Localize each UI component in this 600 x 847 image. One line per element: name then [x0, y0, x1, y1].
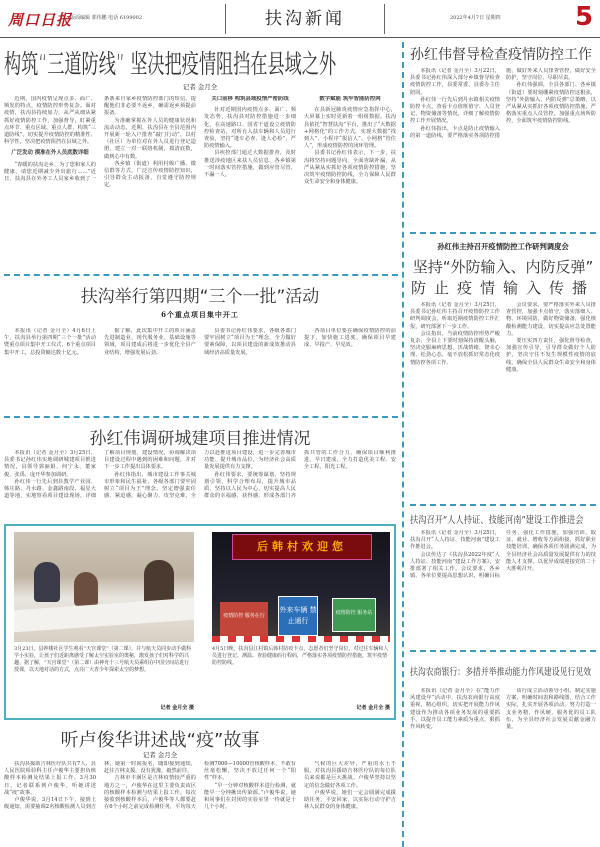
divider — [4, 416, 398, 418]
welcome-led-sign: 后韩村欢迎您 — [232, 534, 372, 560]
right2-title-line1: 坚持“外防输入、内防反弹” — [412, 258, 594, 276]
divider — [4, 274, 398, 276]
paragraph: 孙红伟一行先后到丹水镇相关疫情防控卡点，查看卡点值班值守、人员登记、物资储备等情况，详细了解疫情防控工作开展情况。 — [410, 96, 500, 125]
paragraph: 县委书记孙红伟要求，各级各部门要牢固树立“项目为王”理念，全力做好要素保障，以项目建设的新成效推动县域经济高质量发展。 — [204, 328, 296, 356]
right1-title: 孙红伟督导检查疫情防控工作 — [410, 47, 592, 63]
paragraph: 针对近期国内疫情点多、面广、频发态势，扶沟县对防控措施进一步细化，在高速路口、国省干道设立疫情防控检查站，对所有入扶车辆和人员进行查验，坚持“逢车必查、逢人必检”，严防疫情输入。 — [204, 107, 296, 150]
column-divider — [402, 42, 404, 847]
paragraph: 本报讯（记者 金月全）3月25日，县委书记孙红伟主持召开疫情防控工作研判调度会，听取近期疫情防控工作汇报，研究部署下一步工作。 — [410, 302, 500, 330]
article4-title: 听卢俊华讲述战“疫”故事 — [60, 730, 260, 751]
paragraph: 孙红伟一行先后到县教学产业园、韩庄路、丹水路、金鑫路南段、福星大道等地，实地察看项目建设现场，详细了解项目规划、建设情况，协调解决项目建设过程中遇到的困难和问题，并对下一步工作提出具体要求。 — [4, 450, 196, 500]
paragraph: 会议传达了《扶沟县2022年度“人人持证、技能河南”建设工作方案》，安排部署了相关工作。会议要求，各乡镇、各单位要提高思想认识，明确目标任务，强化工作措施，加强培训、取证、就业、增收等方面衔接，抓好职业技能培训，确保各项任务圆满完成，为全县经济社会高质量发展提供有力的技能人才支撑，以优异成绩迎接党的二十大胜利召开。 — [410, 530, 596, 580]
right3-title: 扶沟召开“人人持证、技能河南”建设工作推进会 — [410, 515, 584, 526]
page-number: 5 — [575, 2, 594, 32]
left-photo-credit: 记者 金月全 摄 — [160, 705, 194, 711]
paragraph: 卢俊华说，3月14日下午，接到上级通知，需要抽调2名核酸检测人员到吉林，她第一时间报名，随即接到通知，赶往吉林支援，没有犹豫，毅然前往。 — [4, 761, 196, 811]
article1-body — [4, 96, 396, 268]
article3-body — [4, 450, 396, 518]
paragraph: 本报讯（记者 金月全）3月25日，县委书记孙红伟实地调研城建项目推进情况，县领导郭丽娟、何宁永、董家俊、张禹、庞开华参加调研。 — [4, 450, 96, 478]
paragraph: 气候的巨大差异，严重的水土不服，对扶沟县援助吉林医疗队的每位队员来说都是巨大挑战。卢俊华坚持以坚定的信念做好各项工作。 — [304, 761, 396, 789]
paragraph: 会议要求，要严格落实外来人员排查管控，加强卡点值守，落实落细人、物、环境同防，做好物资储备，强化核酸检测能力建设，切实提高应急处置能力。 — [506, 302, 596, 337]
right2-kicker: 孙红伟主持召开疫情防控工作研判调度会 — [437, 242, 569, 251]
subheading: 数字赋能 筑牢智能防控网 — [319, 96, 381, 102]
paragraph: 卢俊华说，她们一定会圆满完成援助任务，平安回家，以实际行动守护吉林人民群众的身体健康。 — [304, 789, 396, 811]
editor-info: 版面编辑 郭伟鹏 电话 6199002 — [70, 15, 143, 21]
paragraph: 据了解，此次集中开工的项目涵盖先进制造业、现代服务业、基础设施等领域，项目建成后将进一步优化全县产业结构，增强发展后劲。 — [104, 328, 196, 356]
section-title: 扶沟新闻 — [225, 4, 385, 34]
article1-byline: 记者 金月全 — [182, 83, 218, 91]
divider — [410, 232, 596, 234]
sign-board: 疫情防控 服务在行 — [220, 602, 268, 638]
classroom-photo — [14, 532, 194, 642]
article4-byline: 记者 金月全 — [142, 751, 178, 759]
subheading: 广泛发动 摸准在外人员底数详细 — [11, 150, 89, 157]
right2-title-line2: 防止疫情输入传播 — [410, 279, 595, 297]
article2-title: 扶沟举行第四期“三个一批”活动 — [80, 287, 320, 307]
paragraph: 孙红伟要求，要统筹谋划，坚持规划引领，科学合理布局，提升城市品质，坚持以人民为中心，切实提高人民群众的幸福感、获得感，形成各部门齐抓共管的工作合力，确保项目顺利推进、早日建成，全力打造优美工程、安全工程、阳光工程。 — [204, 450, 396, 500]
issue-date: 2022年4月7日 星期四 — [450, 15, 501, 21]
right3-body — [410, 530, 596, 640]
divider — [410, 504, 596, 506]
right-photo-credit: 记者 金月全 摄 — [356, 705, 390, 711]
service-station-sign: 疫情防控 服务站 — [332, 598, 376, 632]
paragraph: 扶沟县援助吉林医疗队共有7人，县人民医院检验科主任卢俊华主要担负核酸样本检测及结果上报工作。3月30日，记者联系到卢俊华，听她讲述战“疫”故事。 — [4, 761, 96, 796]
right2-body — [410, 302, 596, 498]
paragraph: “春暖的扶沟走乡，为了您和家人的健康，请您近期减少外出旅行……”近日，扶沟县在外务工人员家乡收到了一条条来自家乡疫情防控部门的短信。提醒他们非必要不返乡，确需返乡须提前报备。 — [4, 96, 196, 183]
photo-box — [4, 524, 396, 720]
paragraph: 会议指出，当前疫情防控形势严峻复杂，全县上下要时刻保持清醒头脑，坚决克服麻痹思想、厌战情绪、侥幸心理、松劲心态，毫不放松抓好常态化疫情防控各项工作。 — [410, 330, 500, 366]
paragraph: “早一分钟对核酸样本进行检测，就能早一分钟揪出传染源。”卢俊华说，她和同事们在封闭的实验室里一待就是十几个小时。 — [204, 782, 296, 811]
paragraph: 近期，国内疫情呈现点多、面广、频发的特点，疫情防控形势复杂。面对疫情，扶沟县持续加力，从严从细从紧抓好疫情防控工作，加强督导，盯紧重点环节、重点区域、重点人群，构筑“三道防线”，切实提升疫情防控的精准性、科学性，坚决把疫情阻挡在县域之外。 — [4, 96, 96, 146]
left-photo-caption: 3月23日，县钟楼社区学生观看“天宫课堂”（第二课），并与航天员同步动手做科学小实验，让孩子们近距离感受了解太空实验室的奥秘，激发孩子们对科学的兴趣。据了解，“天宫课堂”（第二课）由神舟十三号航天员乘组在中国空间站进行授课，以天地对话的方式，点亮广大青少年探索太空的梦想。 — [14, 646, 192, 673]
masthead — [0, 0, 600, 38]
divider — [410, 650, 596, 652]
paragraph: 县委书记孙红伟表示，下一步，扶沟将坚持问题导向，全面查缺补漏，从严从紧从实抓好各项疫情防控措施，坚决筑牢疫情防控防线，全力保障人民群众生命安全和身体健康。 — [304, 150, 396, 186]
no-entry-sign: 外来车辆 禁止通行 — [278, 596, 318, 636]
right-photo-caption: 4月5日晚，扶沟县江村镇后韩村防疫卡点，志愿者们坚守岗位，对过往车辆和人员进行登记、测温、查验健康码行程码，严格落实各项疫情防控措施，筑牢疫情防控防线。 — [212, 646, 389, 666]
paragraph: 孙红伟指出，城市建设工作事关城市形象和民生福祉，各级各部门要牢固树立“项目为王”理念，坚定增强责任感、紧迫感，凝心聚力、攻坚克难，全力以赴推进项目建设，进一步完善城市功能、提升城市品位，为经济社会高质量发展提供有力支撑。 — [104, 450, 296, 500]
paragraph: 该行成立活动领导小组，制定实施方案，明确时间表和路线图，结合工作实际，扎实开展各项活动，努力打造一支业务精、作风硬、服务优的员工队伍，为全县经济社会发展贡献金融力量。 — [506, 688, 596, 731]
paragraph: 各乡镇（街道）利用村级广播、微信群等方式，广泛宣传疫情防控知识，引导群众主动报备，自觉遵守防控规定。 — [104, 160, 196, 189]
paragraph: 要压实四方责任，强化督导检查，加强宣传引导，引导群众做好个人防护，坚决守住不发生规模性疫情的底线，确保全县人民群众生命安全和身体健康。 — [506, 338, 596, 373]
right1-body — [410, 68, 596, 228]
paragraph: 县疾控部门通过大数据排查，及时推送涉疫地区来扶人员信息，各乡镇第一时间落实管控措施，做到应管尽管，不漏一人。 — [204, 150, 296, 179]
article1-title: 构筑“三道防线” 坚决把疫情阻挡在县域之外 — [4, 50, 337, 80]
newspaper-logo: 周口日报 — [8, 11, 73, 29]
article4-body — [4, 761, 396, 847]
paragraph: 各项目单位要在确保疫情防控的前提下，加快施工进度，确保项目早建成、早投产、早见效。 — [304, 328, 396, 349]
paragraph: 本报讯（记者 金月全）3月22日，县委书记孙红伟深入部分乡镇督导检查疫情防控工作，县委常委、县委办主任陪同。 — [410, 68, 500, 96]
checkpoint-photo — [212, 532, 390, 642]
paragraph: 本报讯（记者 金月全）3月25日，扶沟召开“人人持证、技能河南”建设工作推进会。 — [410, 530, 500, 551]
paragraph: 为准确掌握在外人员的健康状况和流动动态，近期，扶沟县在全县范围内开展新一轮入户排查“敲门行动”，以村（社区）为单位对在外人员进行登记造册，建立一对一联络机制，摸清底数，做到心中有数。 — [104, 117, 196, 160]
paragraph: 在县新冠肺炎疫情应急指挥中心，大屏幕上实时更新着一组组数据。扶沟县依托“智慧扶沟”平台，推出了“大数据+网格化”的工作方式，实现大数据“找到人”、小程序“报信人”、小网格“管住人”，形成疫情防控的闭环管理。 — [304, 107, 396, 150]
article2-subtitle: 6个重点项目集中开工 — [161, 310, 239, 319]
paragraph: 本报讯（记者 金月全）4月6日上午，扶沟县举行第四期“三个一批”活动暨重点项目集中开工仪式，6个重点项目集中开工，总投资额达数十亿元。 — [4, 328, 96, 356]
right4-body — [410, 688, 596, 847]
paragraph: 吉林市丰满区是吉林疫情较严重的地方之一，卢俊华在这里主要负责该区的核酸样本检测与结果上报工作。每次接收到核酸样本后，卢俊华等人都要赶在6个小时之前完成检测任务，平均每天检测7000—10000管核酸样本，不敢有丝毫松懈，坚决不放过任何一个“阳性”样本。 — [104, 761, 296, 811]
paragraph: 本报讯（记者 金月全）在“能力作风建设年”活动中，扶沟农商银行高度重视，精心组织，切实把开展能力作风建设作为推动各项业务发展的重要抓手，以提升员工能力素质为重点，狠抓作风转变。 — [410, 688, 500, 731]
paragraph: 孙红伟指出，卡点是防止疫情输入的第一道防线，要严格落实各项防控措施，做好外来人员排查管控，做好安全防护，坚守岗位、尽职尽责。 — [410, 68, 596, 139]
subheading: 关口前移 构筑县域疫情严密防线 — [211, 96, 289, 102]
right4-title: 扶沟农商银行：多措并举推动能力作风建设见行见效 — [410, 667, 592, 678]
paragraph: 孙红伟强调，全县各部门、各乡镇（街道）要时刻绷紧疫情防控这根弦，坚持“外防输入、内防反弹”总策略，以严从紧从实抓好各项疫情防控措施，严格落实重点人员管控，加强重点场所防控，全面筑牢疫情防控防线。 — [506, 82, 596, 125]
article2-body — [4, 328, 396, 410]
article3-title: 孙红伟调研城建项目推进情况 — [89, 429, 311, 449]
